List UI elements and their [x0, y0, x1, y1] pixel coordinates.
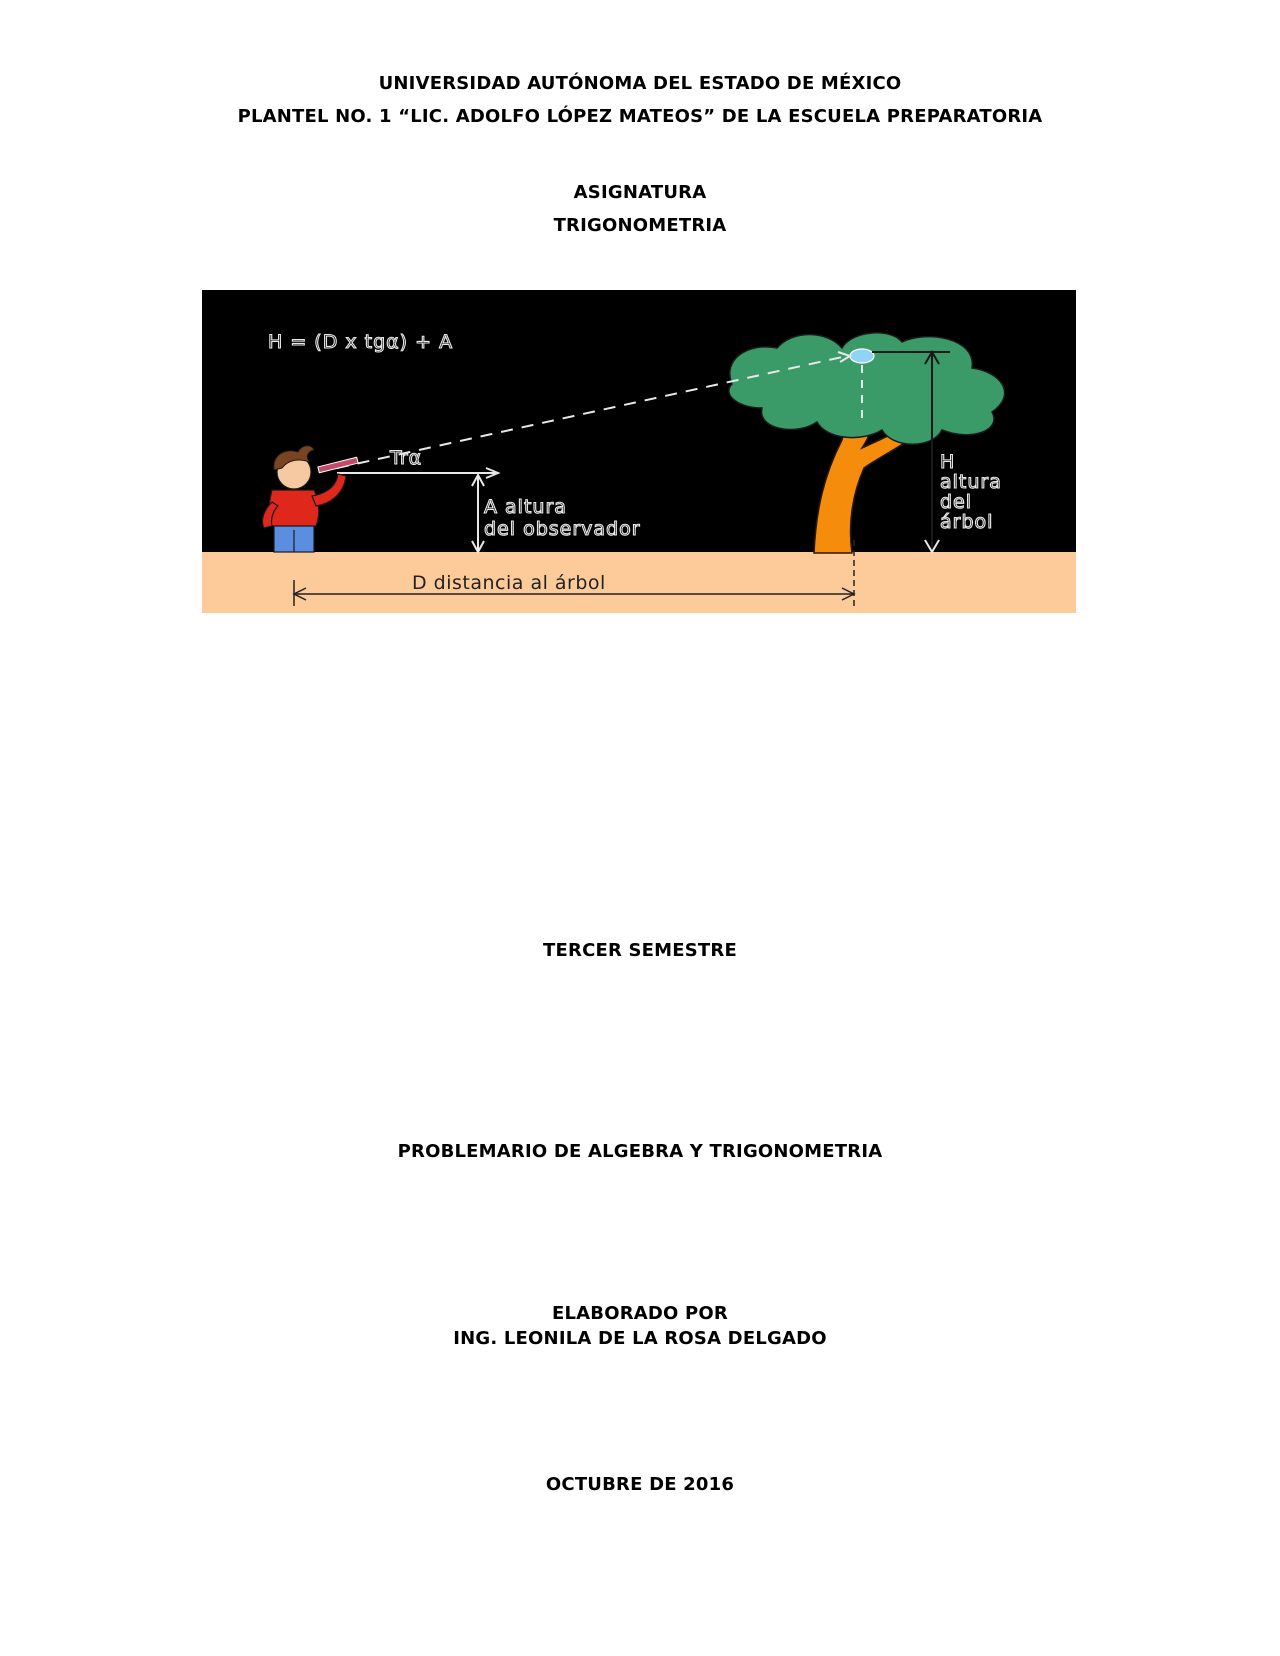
plantel-name: PLANTEL NO. 1 “LIC. ADOLFO LÓPEZ MATEOS” DE LA ESCUELA PREPARATORIA	[237, 106, 1043, 127]
semester: TERCER SEMESTRE	[543, 940, 737, 961]
subject-label: ASIGNATURA	[573, 182, 707, 203]
document-date: OCTUBRE DE 2016	[545, 1474, 735, 1495]
tree-height-label-line2: altura	[940, 471, 1002, 493]
formula-label: H = (D x tgα) + A	[268, 331, 454, 353]
ground	[202, 552, 1076, 613]
tree-height-diagram	[202, 290, 1076, 613]
observer-height-label-line2: del observador	[484, 518, 641, 540]
document-title: PROBLEMARIO DE ALGEBRA Y TRIGONOMETRIA	[397, 1141, 883, 1162]
tree-height-label-line1: H	[940, 451, 956, 473]
sight-target	[850, 349, 874, 363]
observer-height-label-line1: A altura	[484, 496, 567, 518]
subject-name: TRIGONOMETRIA	[553, 215, 727, 236]
tree-height-label-line4: árbol	[940, 511, 994, 533]
author-name: ING. LEONILA DE LA ROSA DELGADO	[453, 1328, 827, 1349]
tree-height-label-line3: del	[940, 491, 973, 513]
angle-label: Trα	[390, 447, 423, 469]
distance-label: D distancia al árbol	[412, 572, 606, 594]
university-name: UNIVERSIDAD AUTÓNOMA DEL ESTADO DE MÉXICO	[378, 73, 902, 94]
author-label: ELABORADO POR	[552, 1303, 728, 1324]
diagram-svg	[202, 290, 1076, 613]
